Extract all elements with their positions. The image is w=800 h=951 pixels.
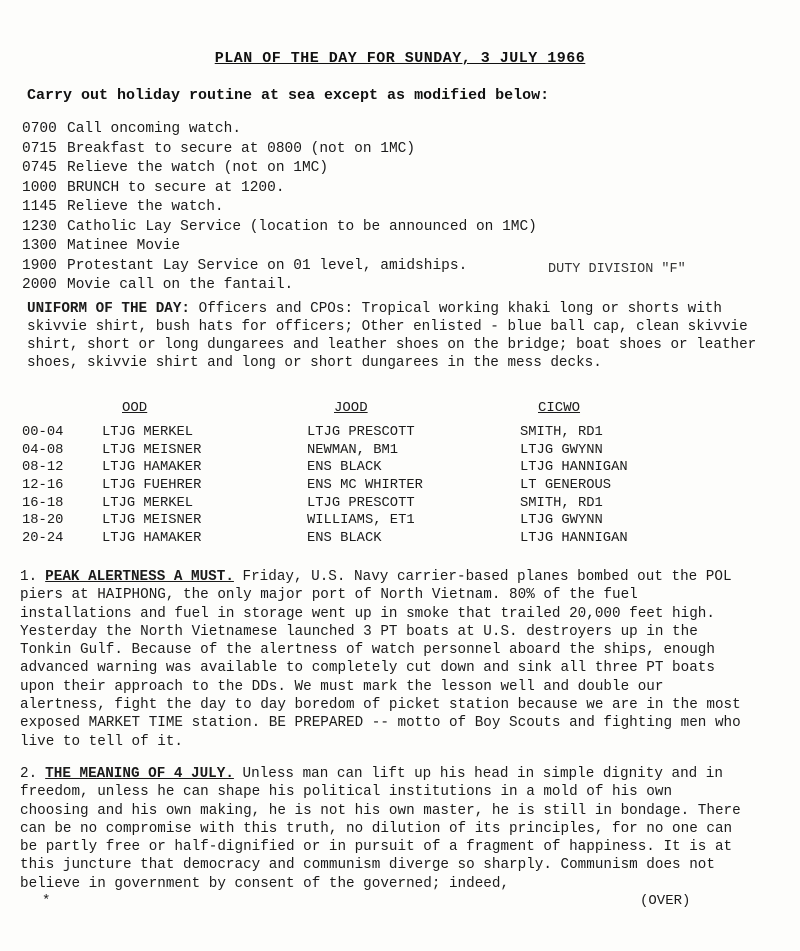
watch-jood: ENS MC WHIRTER [307,478,423,494]
schedule-item [22,276,782,296]
header-cicwo: CICWO [538,400,581,416]
duty-division: DUTY DIVISION "F" [548,262,686,277]
watch-period: 18-20 [22,513,64,529]
margin-mark: * [42,893,51,909]
schedule-text: BRUNCH to secure at 1200. [67,179,285,196]
schedule-item [22,179,782,199]
schedule-text: Breakfast to secure at 0800 (not on 1MC) [67,140,416,157]
watch-row [22,459,782,477]
watch-period: 16-18 [22,495,64,511]
watch-cicwo: SMITH, RD1 [520,495,603,511]
schedule-item [22,198,782,218]
header-ood: OOD [122,400,148,416]
watch-ood: LTJG HAMAKER [102,460,202,476]
watch-period: 12-16 [22,478,64,494]
watch-row [22,495,782,513]
paragraph-heading: THE MEANING OF 4 JULY. [45,766,234,782]
paragraph-meaning-of-4-july [20,765,748,893]
schedule-time: 1145 [22,199,57,215]
watch-header-row [22,400,782,424]
watch-jood: NEWMAN, BM1 [307,442,399,458]
watch-jood: LTJG PRESCOTT [307,495,415,511]
watch-period: 04-08 [22,442,64,458]
header-jood: JOOD [334,400,368,416]
uniform-text: Officers and CPOs: Tropical working khaki long or shorts with skivvie shirt, bush hats for officers; Other enlisted - blue ball cap, clean skivvie shirt, short or long dungarees and leather shoes on the bridge; boat shoes or leather shoes, skivvie shirt and long or short dungarees in the mess decks. [27,301,757,371]
schedule-item [22,218,782,238]
schedule-time: 0715 [22,140,57,157]
watch-row [22,512,782,530]
watch-ood: LTJG MERKEL [102,495,194,511]
over-note: (OVER) [640,893,691,909]
watch-row [22,424,782,442]
schedule-item [22,159,782,179]
schedule-time: 1000 [22,179,57,196]
watch-ood: LTJG HAMAKER [102,531,202,547]
watch-ood: LTJG MEISNER [102,442,202,458]
intro-line: Carry out holiday routine at sea except as modified below: [27,87,550,104]
schedule-text: Catholic Lay Service (location to be announced on 1MC) [67,218,537,235]
watch-cicwo: LTJG HANNIGAN [520,460,628,476]
watch-jood: LTJG PRESCOTT [307,425,415,440]
schedule-time: 0700 [22,121,57,137]
watch-period: 00-04 [22,425,64,440]
page-title: PLAN OF THE DAY FOR SUNDAY, 3 JULY 1966 [214,50,586,67]
watch-cicwo: LTJG GWYNN [520,442,603,458]
watch-cicwo: LT GENEROUS [520,478,612,494]
watch-jood: ENS BLACK [307,460,382,476]
paragraph-peak-alertness [20,568,748,751]
schedule-time: 2000 [22,277,57,293]
watch-jood: WILLIAMS, ET1 [307,513,415,529]
uniform-heading: UNIFORM OF THE DAY: [27,301,191,317]
watch-row [22,477,782,495]
watch-jood: ENS BLACK [307,531,382,547]
schedule-text: Call oncoming watch. [67,121,242,137]
schedule-item [22,237,782,257]
paragraph-number: 2. [20,766,38,782]
watch-period: 20-24 [22,531,64,547]
watch-ood: LTJG MERKEL [102,425,194,440]
schedule-item [22,140,782,160]
watch-period: 08-12 [22,460,64,476]
schedule-time: 1230 [22,218,57,235]
watch-row [22,530,782,548]
schedule-text: Matinee Movie [67,238,181,254]
watch-ood: LTJG MEISNER [102,513,202,529]
schedule-time: 1900 [22,257,57,274]
paragraph-number: 1. [20,569,38,585]
paragraph-text: Unless man can lift up his head in simple dignity and in freedom, unless he can shape his political institutions in a mold of his own choosing and his own making, he is not his own master, he is still in bondage. There can be no compromise with this truth, no dilution of its principles, for no one can be partly free or half-dignified or in pursuit of a fragment of happiness. It is at this juncture that democracy and communism diverge so sharply. Communism does not believe in government by consent of the governed; indeed, [20,766,741,892]
uniform-of-the-day [27,300,767,372]
schedule-text: Movie call on the fantail. [67,277,294,293]
paragraph-text: Friday, U.S. Navy carrier-based planes bombed out the POL piers at HAIPHONG, the only major port of North Vietnam. 80% of the fuel installations and fuel in storage went up in smoke that trailed 20,000 feet high. Yesterday the North Vietnamese launched 3 PT boats at U.S. destroyers up in the Tonkin Gulf. Because of the alertness of watch personnel aboard the ships, enough advanced warning was available to completely cut down and sink all three PT boats upon their approach to the DDs. We must mark the lesson well and double our alertness, fight the day to day boredom of picket station because we are in the most exposed MARKET TIME station. BE PREPARED -- motto of Boy Scouts and fighting men who live to tell of it. [20,569,741,750]
watch-row [22,442,782,460]
watch-ood: LTJG FUEHRER [102,478,202,494]
schedule-time: 1300 [22,238,57,254]
watch-cicwo: SMITH, RD1 [520,425,603,440]
schedule-text: Protestant Lay Service on 01 level, amidships. [67,257,468,274]
watch-cicwo: LTJG HANNIGAN [520,531,628,547]
schedule-text: Relieve the watch (not on 1MC) [67,160,329,176]
schedule-time: 0745 [22,160,57,176]
watch-bill [22,400,782,548]
schedule-item [22,120,782,140]
paragraph-heading: PEAK ALERTNESS A MUST. [45,569,234,585]
watch-cicwo: LTJG GWYNN [520,513,603,529]
schedule-text: Relieve the watch. [67,199,224,215]
